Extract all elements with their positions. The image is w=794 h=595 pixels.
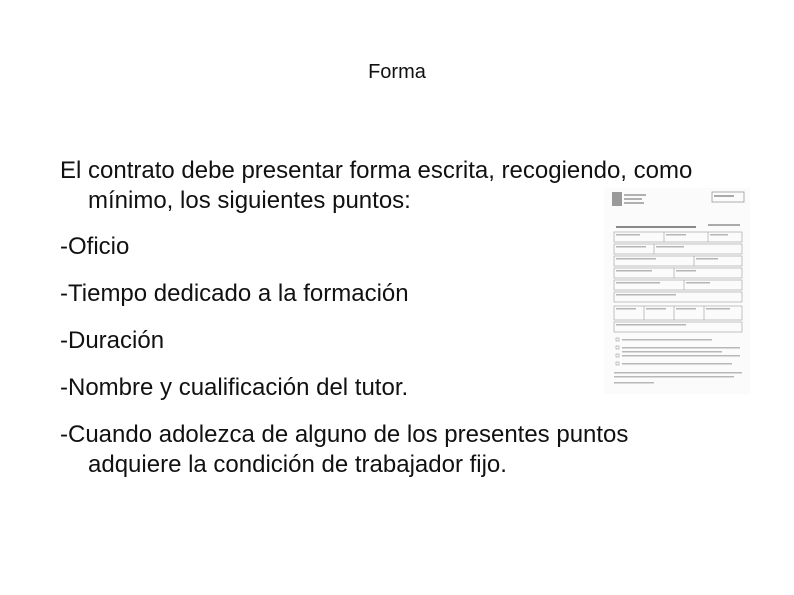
bullet-tutor: -Nombre y cualificación del tutor.: [60, 374, 409, 401]
bullet-condicion-fijo: -Cuando adolezca de alguno de los presentes puntos adquiere la condición de trabajador fijo.: [60, 421, 629, 478]
bullet-oficio: -Oficio: [60, 233, 130, 260]
bullet-intro: El contrato debe presentar forma escrita, recogiendo, como mínimo, los siguientes puntos:: [60, 157, 693, 214]
bullet-duracion: -Duración: [60, 327, 165, 354]
contract-form-image: [604, 188, 750, 394]
slide-title: Forma: [368, 61, 426, 83]
bullet-tiempo-formacion: -Tiempo dedicado a la formación: [60, 280, 409, 307]
